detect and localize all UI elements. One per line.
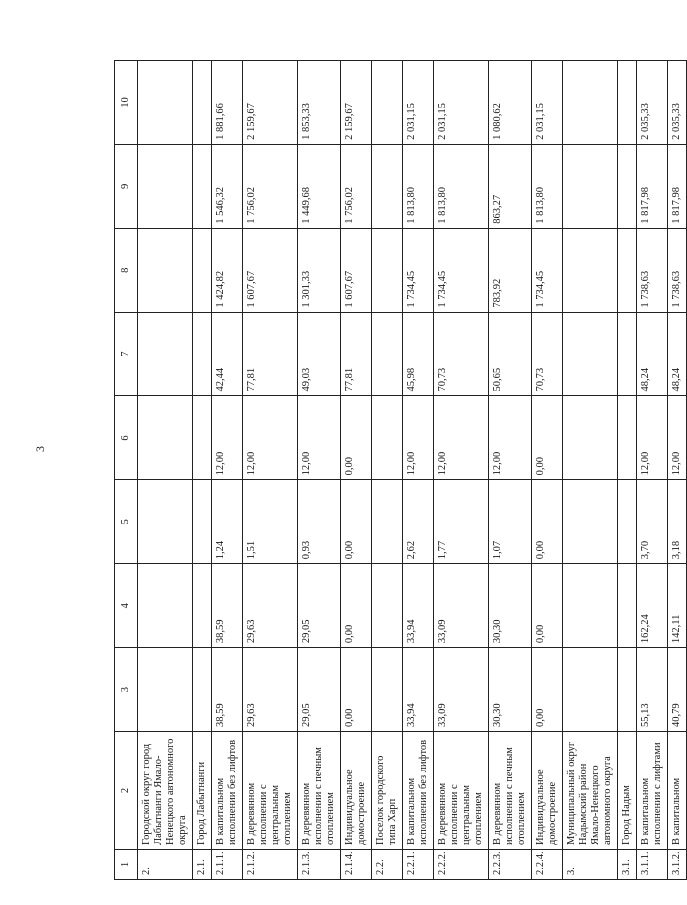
- value-cell: 2 031,15: [403, 61, 434, 145]
- value-cell: [138, 648, 193, 732]
- table-row: [403, 61, 434, 880]
- table-row: [618, 61, 637, 880]
- value-cell: [563, 564, 618, 648]
- column-header-9: 9: [115, 144, 138, 228]
- value-cell: 50,65: [489, 312, 532, 396]
- row-number-cell: 2.1.2.: [243, 850, 298, 880]
- value-cell: 0,00: [341, 480, 372, 564]
- value-cell: 0,00: [341, 564, 372, 648]
- value-cell: [193, 648, 212, 732]
- table-row: [532, 61, 563, 880]
- value-cell: 783,92: [489, 228, 532, 312]
- rotated-table-container: [114, 60, 682, 880]
- value-cell: 55,13: [637, 648, 668, 732]
- value-cell: 29,05: [298, 648, 341, 732]
- value-cell: 1 853,33: [298, 61, 341, 145]
- value-cell: [618, 564, 637, 648]
- value-cell: 1 080,62: [489, 61, 532, 145]
- column-header-10: 10: [115, 61, 138, 145]
- value-cell: 1,24: [212, 480, 243, 564]
- row-number-cell: 3.: [563, 850, 618, 880]
- value-cell: [563, 396, 618, 480]
- value-cell: 1 301,33: [298, 228, 341, 312]
- value-cell: [618, 61, 637, 145]
- value-cell: 1 817,98: [637, 144, 668, 228]
- row-name-cell: Поселок городского типа Харп: [372, 732, 403, 850]
- value-cell: [138, 564, 193, 648]
- value-cell: 2 031,15: [532, 61, 563, 145]
- value-cell: 1 734,45: [434, 228, 489, 312]
- table-body: [138, 61, 687, 880]
- value-cell: 77,81: [243, 312, 298, 396]
- value-cell: 1 546,32: [212, 144, 243, 228]
- value-cell: [138, 396, 193, 480]
- tariff-table: [114, 60, 687, 880]
- value-cell: 2,62: [403, 480, 434, 564]
- value-cell: [372, 648, 403, 732]
- value-cell: 1 756,02: [243, 144, 298, 228]
- value-cell: 12,00: [212, 396, 243, 480]
- value-cell: 30,30: [489, 648, 532, 732]
- value-cell: 142,11: [668, 564, 687, 648]
- value-cell: 0,00: [532, 396, 563, 480]
- row-number-cell: 2.1.4.: [341, 850, 372, 880]
- value-cell: 12,00: [298, 396, 341, 480]
- value-cell: 863,27: [489, 144, 532, 228]
- row-name-cell: Индивидуальное домостроение: [532, 732, 563, 850]
- value-cell: 1 813,80: [434, 144, 489, 228]
- row-name-cell: В капитальном исполнении без лифтов: [403, 732, 434, 850]
- value-cell: 0,00: [341, 396, 372, 480]
- row-name-cell: Индивидуальное домостроение: [341, 732, 372, 850]
- value-cell: [618, 144, 637, 228]
- value-cell: [372, 61, 403, 145]
- column-header-7: 7: [115, 312, 138, 396]
- value-cell: 29,05: [298, 564, 341, 648]
- column-header-8: 8: [115, 228, 138, 312]
- row-name-cell: В капитальном: [668, 732, 687, 850]
- row-name-cell: В деревянном исполнении с печным отоплением: [489, 732, 532, 850]
- value-cell: 33,09: [434, 564, 489, 648]
- value-cell: 1 424,82: [212, 228, 243, 312]
- value-cell: [138, 312, 193, 396]
- value-cell: [563, 228, 618, 312]
- value-cell: [563, 144, 618, 228]
- value-cell: 1 607,67: [243, 228, 298, 312]
- value-cell: 38,59: [212, 564, 243, 648]
- row-number-cell: 2.2.2.: [434, 850, 489, 880]
- table-row: [372, 61, 403, 880]
- value-cell: [138, 61, 193, 145]
- table-row: [298, 61, 341, 880]
- value-cell: 0,00: [532, 648, 563, 732]
- value-cell: 1 881,66: [212, 61, 243, 145]
- table-row: [212, 61, 243, 880]
- value-cell: 1 813,80: [403, 144, 434, 228]
- value-cell: [372, 228, 403, 312]
- value-cell: 49,03: [298, 312, 341, 396]
- row-number-cell: 2.2.: [372, 850, 403, 880]
- value-cell: [193, 61, 212, 145]
- column-header-1: 1: [115, 850, 138, 880]
- table-row: [138, 61, 193, 880]
- row-number-cell: 2.2.4.: [532, 850, 563, 880]
- value-cell: 0,00: [532, 564, 563, 648]
- value-cell: [563, 312, 618, 396]
- value-cell: 12,00: [403, 396, 434, 480]
- value-cell: 12,00: [668, 396, 687, 480]
- value-cell: 38,59: [212, 648, 243, 732]
- value-cell: 70,73: [434, 312, 489, 396]
- value-cell: 3,18: [668, 480, 687, 564]
- value-cell: [618, 228, 637, 312]
- value-cell: [193, 228, 212, 312]
- value-cell: [138, 228, 193, 312]
- value-cell: 33,94: [403, 564, 434, 648]
- value-cell: [563, 648, 618, 732]
- row-name-cell: Город Лабытнанги: [193, 732, 212, 850]
- row-name-cell: В деревянном исполнении с центральным отоплением: [243, 732, 298, 850]
- value-cell: 1 734,45: [532, 228, 563, 312]
- value-cell: [138, 480, 193, 564]
- value-cell: [193, 144, 212, 228]
- row-number-cell: 3.1.1.: [637, 850, 668, 880]
- row-name-cell: Город Надым: [618, 732, 637, 850]
- value-cell: 40,79: [668, 648, 687, 732]
- table-row: [637, 61, 668, 880]
- table-row: [243, 61, 298, 880]
- value-cell: 1,51: [243, 480, 298, 564]
- value-cell: 1 813,80: [532, 144, 563, 228]
- value-cell: [618, 396, 637, 480]
- value-cell: 1 756,02: [341, 144, 372, 228]
- value-cell: 29,63: [243, 648, 298, 732]
- row-number-cell: 2.2.3.: [489, 850, 532, 880]
- value-cell: 29,63: [243, 564, 298, 648]
- value-cell: 0,00: [532, 480, 563, 564]
- value-cell: 162,24: [637, 564, 668, 648]
- table-row: [563, 61, 618, 880]
- value-cell: 1,07: [489, 480, 532, 564]
- row-name-cell: В деревянном исполнении с печным отоплением: [298, 732, 341, 850]
- row-number-cell: 2.: [138, 850, 193, 880]
- value-cell: [563, 480, 618, 564]
- value-cell: 1 734,45: [403, 228, 434, 312]
- value-cell: 12,00: [489, 396, 532, 480]
- value-cell: 12,00: [243, 396, 298, 480]
- value-cell: 42,44: [212, 312, 243, 396]
- row-number-cell: 2.1.: [193, 850, 212, 880]
- value-cell: 1,77: [434, 480, 489, 564]
- value-cell: [193, 480, 212, 564]
- column-header-6: 6: [115, 396, 138, 480]
- value-cell: [372, 396, 403, 480]
- value-cell: 2 031,15: [434, 61, 489, 145]
- column-header-3: 3: [115, 648, 138, 732]
- row-number-cell: 3.1.: [618, 850, 637, 880]
- value-cell: [372, 564, 403, 648]
- value-cell: 12,00: [434, 396, 489, 480]
- value-cell: 33,09: [434, 648, 489, 732]
- row-name-cell: Муниципальный округ Надымский район Ямало-Ненецкого автономного округа: [563, 732, 618, 850]
- value-cell: [372, 144, 403, 228]
- value-cell: 45,98: [403, 312, 434, 396]
- value-cell: 33,94: [403, 648, 434, 732]
- value-cell: 1 449,68: [298, 144, 341, 228]
- value-cell: [563, 61, 618, 145]
- value-cell: 2 159,67: [243, 61, 298, 145]
- value-cell: [193, 564, 212, 648]
- value-cell: [193, 396, 212, 480]
- value-cell: [618, 480, 637, 564]
- value-cell: 2 159,67: [341, 61, 372, 145]
- table-row: [489, 61, 532, 880]
- row-name-cell: В капитальном исполнении с лифтами: [637, 732, 668, 850]
- column-header-4: 4: [115, 564, 138, 648]
- value-cell: 70,73: [532, 312, 563, 396]
- row-name-cell: Городской округ город Лабытнанги Ямало-Ненецкого автономного округа: [138, 732, 193, 850]
- row-number-cell: 2.1.1.: [212, 850, 243, 880]
- value-cell: 48,24: [668, 312, 687, 396]
- column-header-5: 5: [115, 480, 138, 564]
- value-cell: [372, 312, 403, 396]
- value-cell: [618, 648, 637, 732]
- value-cell: 1 817,98: [668, 144, 687, 228]
- value-cell: 1 738,63: [637, 228, 668, 312]
- value-cell: 12,00: [637, 396, 668, 480]
- column-header-2: 2: [115, 732, 138, 850]
- value-cell: 0,93: [298, 480, 341, 564]
- value-cell: [618, 312, 637, 396]
- table-row: [341, 61, 372, 880]
- row-number-cell: 2.1.3.: [298, 850, 341, 880]
- value-cell: 1 738,63: [668, 228, 687, 312]
- value-cell: [372, 480, 403, 564]
- page-number: 3: [33, 446, 47, 452]
- value-cell: 48,24: [637, 312, 668, 396]
- value-cell: 77,81: [341, 312, 372, 396]
- row-name-cell: В деревянном исполнении с центральным отоплением: [434, 732, 489, 850]
- value-cell: 2 035,33: [637, 61, 668, 145]
- value-cell: [138, 144, 193, 228]
- row-name-cell: В капитальном исполнении без лифтов: [212, 732, 243, 850]
- value-cell: 2 035,33: [668, 61, 687, 145]
- table-row: [434, 61, 489, 880]
- table-header-row: [115, 61, 138, 880]
- value-cell: [193, 312, 212, 396]
- table-row: [668, 61, 687, 880]
- row-number-cell: 3.1.2.: [668, 850, 687, 880]
- value-cell: 1 607,67: [341, 228, 372, 312]
- row-number-cell: 2.2.1.: [403, 850, 434, 880]
- table-row: [193, 61, 212, 880]
- value-cell: 30,30: [489, 564, 532, 648]
- value-cell: 3,70: [637, 480, 668, 564]
- value-cell: 0,00: [341, 648, 372, 732]
